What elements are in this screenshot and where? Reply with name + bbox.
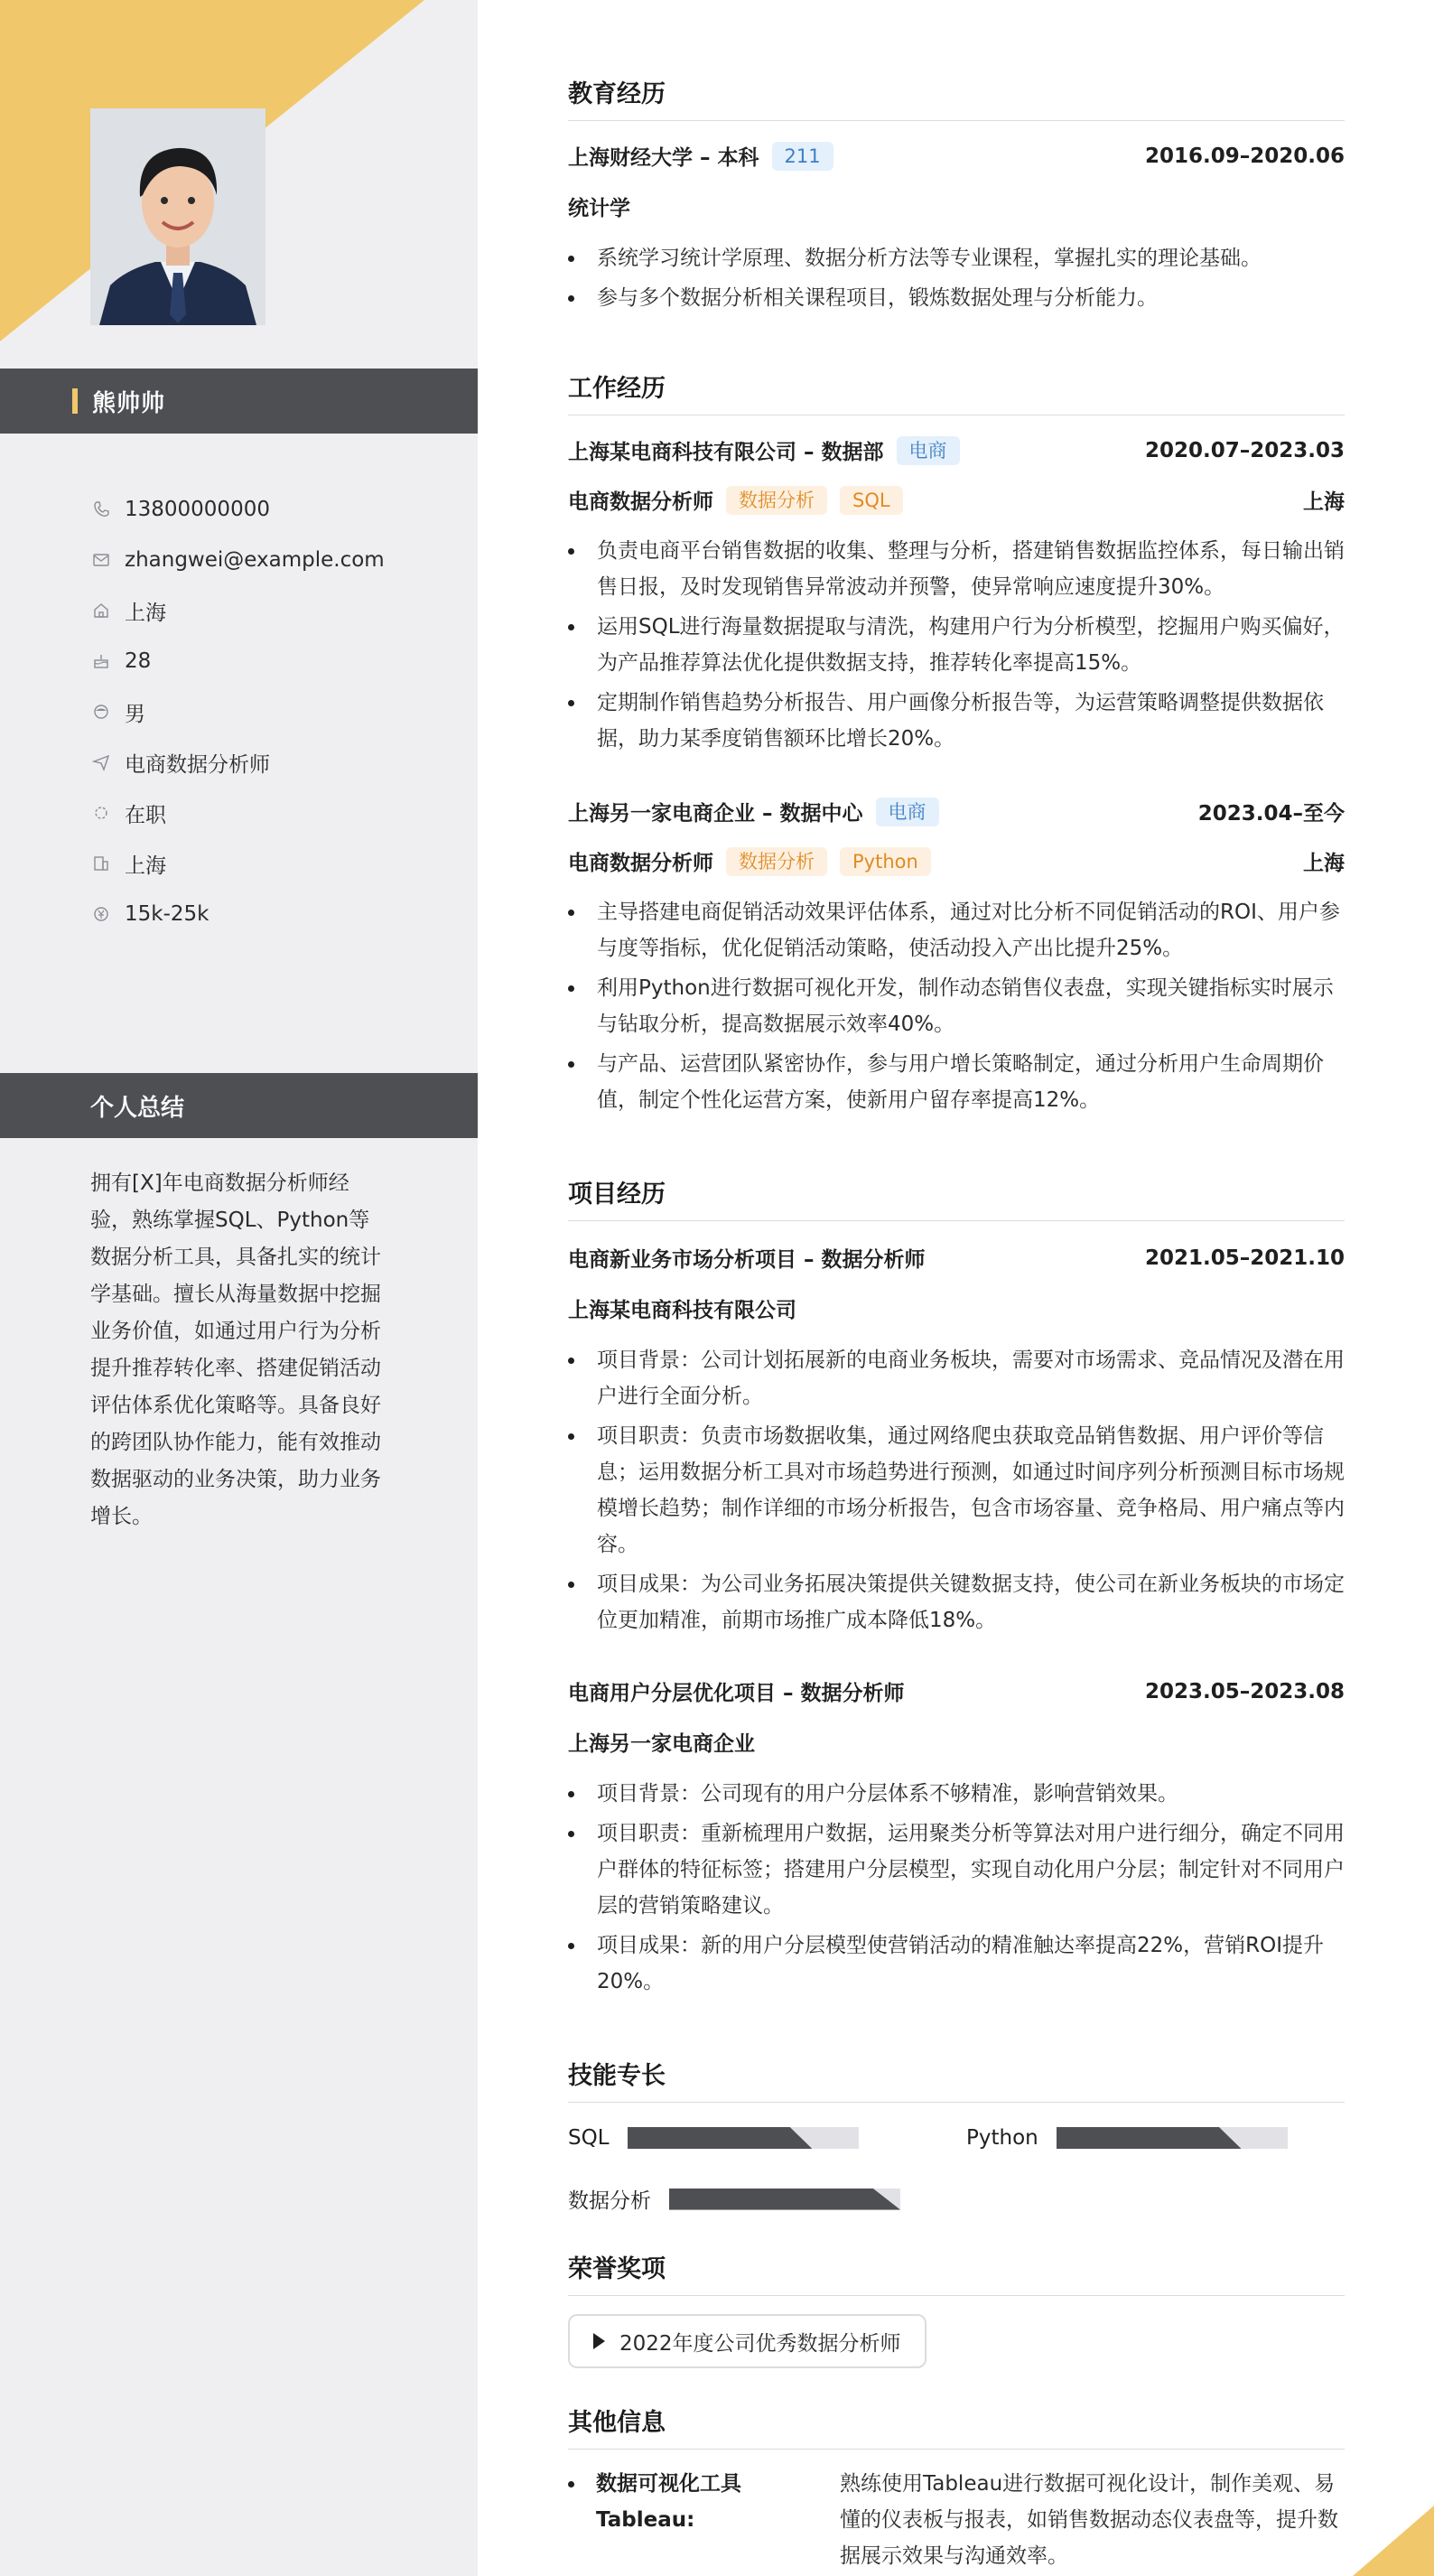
info-text: 男	[125, 702, 145, 726]
skill-bar	[628, 2127, 859, 2149]
list-item: 负责电商平台销售数据的收集、整理与分析，搭建销售数据监控体系，每日输出销售日报，及时发现销售异常波动并预警，使异常响应速度提升30%。	[568, 533, 1345, 605]
project-bullets	[568, 1342, 1345, 1642]
phone-icon	[90, 499, 112, 520]
project-name: 电商新业务市场分析项目 – 数据分析师	[568, 1248, 926, 1272]
skill-item	[568, 2184, 900, 2214]
info-salary	[90, 889, 452, 939]
education-bullets	[568, 240, 1345, 320]
skill-tag: 数据分析	[726, 486, 827, 515]
info-text: 13800000000	[125, 498, 270, 521]
section-title: 项目经历	[568, 1174, 1345, 1221]
company-tag: 电商	[897, 436, 960, 465]
project-header	[568, 1676, 1345, 1706]
summary-header	[0, 1073, 478, 1138]
work-section	[568, 369, 1345, 415]
salary-icon	[90, 903, 112, 925]
summary-text: 拥有[X]年电商数据分析师经验，熟练掌握SQL、Python等数据分析工具，具备扎实的统计学基础。擅长从海量数据中挖掘业务价值，如通过用户行为分析提升推荐转化率、搭建促销活动评估体系优化策略等。具备良好的跨团队协作能力，能有效推动数据驱动的业务决策，助力业务增长。	[90, 1171, 381, 1528]
info-text: 上海	[125, 854, 166, 878]
company-name: 上海某电商科技有限公司 – 数据部	[568, 441, 884, 464]
project-bullets	[568, 1776, 1345, 2003]
skill-name: SQL	[568, 2126, 610, 2150]
skills-section	[568, 2056, 1345, 2103]
skill-tag: 数据分析	[726, 847, 827, 876]
mail-icon	[90, 549, 112, 571]
info-age	[90, 636, 452, 686]
building-icon	[90, 853, 112, 874]
profile-name: 熊帅帅	[92, 389, 166, 417]
job-header	[568, 797, 1345, 826]
accent-mark	[72, 388, 78, 414]
info-status	[90, 788, 452, 838]
list-item: 利用Python进行数据可视化开发，制作动态销售仪表盘，实现关键指标实时展示与钻取分析，提高数据展示效率40%。	[568, 970, 1345, 1042]
other-item	[568, 2466, 1345, 2574]
info-location	[90, 585, 452, 636]
skill-item	[568, 2126, 859, 2150]
section-title: 其他信息	[568, 2403, 1345, 2450]
job-city: 上海	[1303, 490, 1345, 514]
list-item: 系统学习统计学原理、数据分析方法等专业课程，掌握扎实的理论基础。	[568, 240, 1345, 276]
project-date: 2021.05–2021.10	[1144, 1246, 1345, 1270]
skill-name: 数据分析	[568, 2189, 651, 2213]
job-city: 上海	[1303, 852, 1345, 875]
award-text: 2022年度公司优秀数据分析师	[619, 2331, 901, 2356]
list-item: 项目成果：新的用户分层模型使营销活动的精准触达率提高22%，营销ROI提升20%。	[568, 1927, 1345, 2000]
info-phone	[90, 484, 452, 535]
info-text: zhangwei@example.com	[125, 548, 385, 572]
company-name: 上海另一家电商企业 – 数据中心	[568, 802, 863, 826]
list-item: 定期制作销售趋势分析报告、用户画像分析报告等，为运营策略调整提供数据依据，助力某季度销售额环比增长20%。	[568, 685, 1345, 757]
school-tag: 211	[772, 142, 833, 171]
company-tag: 电商	[876, 798, 939, 826]
skill-tag: Python	[840, 847, 931, 876]
other-section	[568, 2403, 1345, 2450]
status-icon	[90, 802, 112, 824]
skill-tag: SQL	[840, 486, 903, 515]
skill-bar-fill	[1057, 2127, 1242, 2149]
sidebar	[0, 0, 478, 2576]
project-name: 电商用户分层优化项目 – 数据分析师	[568, 1682, 905, 1705]
gender-icon	[90, 701, 112, 723]
project-org-row	[568, 1293, 1345, 1323]
list-item: 运用SQL进行海量数据提取与清洗，构建用户行为分析模型，挖掘用户购买偏好，为产品推荐算法优化提供数据支持，推荐转化率提高15%。	[568, 609, 1345, 681]
education-header	[568, 141, 1345, 171]
projects-section	[568, 1174, 1345, 1221]
list-item: 项目职责：重新梳理用户数据，运用聚类分析等算法对用户进行细分，确定不同用户群体的特征标签；搭建用户分层模型，实现自动化用户分层；制定针对不同用户层的营销策略建议。	[568, 1815, 1345, 1924]
major: 统计学	[568, 197, 630, 220]
info-city	[90, 838, 452, 889]
bullet-dot	[568, 2481, 574, 2487]
other-value: 熟练使用Tableau进行数据可视化设计，制作美观、易懂的仪表板与报表，如销售数据动态仪表盘等，提升数据展示效果与沟通效率。	[840, 2472, 1338, 2568]
project-org-row	[568, 1727, 1345, 1757]
job-role: 电商数据分析师	[568, 490, 713, 514]
summary-title: 个人总结	[90, 1094, 185, 1122]
list-item: 项目背景：公司现有的用户分层体系不够精准，影响营销效果。	[568, 1776, 1345, 1812]
list-item: 与产品、运营团队紧密协作，参与用户增长策略制定，通过分析用户生命周期价值，制定个性化运营方案，使新用户留存率提高12%。	[568, 1046, 1345, 1118]
skill-bar	[1057, 2127, 1288, 2149]
job-date: 2020.07–2023.03	[1144, 438, 1345, 462]
info-text: 电商数据分析师	[125, 752, 270, 777]
award-item[interactable]	[568, 2314, 927, 2368]
play-icon	[593, 2333, 605, 2349]
skill-item	[966, 2126, 1288, 2150]
job-role: 电商数据分析师	[568, 852, 713, 875]
cake-icon	[90, 650, 112, 672]
name-bar	[0, 369, 478, 434]
list-item: 项目职责：负责市场数据收集，通过网络爬虫获取竞品销售数据、用户评价等信息；运用数据分析工具对市场趋势进行预测，如通过时间序列分析预测目标市场规模增长趋势；制作详细的市场分析报告，包含市场容量、竞争格局、用户痛点等内容。	[568, 1418, 1345, 1563]
skill-bar-fill	[628, 2127, 813, 2149]
school-name: 上海财经大学 – 本科	[568, 146, 759, 170]
home-icon	[90, 600, 112, 621]
project-date: 2023.05–2023.08	[1144, 1679, 1345, 1703]
education-section	[568, 74, 1345, 121]
project-org: 上海另一家电商企业	[568, 1732, 755, 1756]
section-title: 教育经历	[568, 74, 1345, 121]
skill-name: Python	[966, 2126, 1038, 2150]
info-text: 15k-25k	[125, 902, 210, 926]
project-header	[568, 1243, 1345, 1273]
info-position	[90, 737, 452, 788]
section-title: 技能专长	[568, 2056, 1345, 2103]
list-item: 项目成果：为公司业务拓展决策提供关键数据支持，使公司在新业务板块的市场定位更加精准，前期市场推广成本降低18%。	[568, 1566, 1345, 1638]
awards-section	[568, 2249, 1345, 2296]
job-bullets	[568, 533, 1345, 761]
list-item: 主导搭建电商促销活动效果评估体系，通过对比分析不同促销活动的ROI、用户参与度等指标，优化促销活动策略，使活动投入产出比提升25%。	[568, 894, 1345, 966]
list-item: 项目背景：公司计划拓展新的电商业务板块，需要对市场需求、竞品情况及潜在用户进行全面分析。	[568, 1342, 1345, 1414]
info-gender	[90, 686, 452, 737]
skill-bar	[669, 2189, 900, 2210]
project-org: 上海某电商科技有限公司	[568, 1299, 796, 1322]
job-role-row	[568, 485, 1345, 515]
section-title: 荣誉奖项	[568, 2249, 1345, 2296]
contact-info-list	[90, 484, 452, 939]
info-text: 28	[125, 649, 152, 673]
avatar	[90, 108, 265, 325]
other-key: 数据可视化工具Tableau:	[596, 2472, 741, 2532]
list-item: 参与多个数据分析相关课程项目，锻炼数据处理与分析能力。	[568, 280, 1345, 316]
education-major-row	[568, 191, 1345, 221]
info-text: 在职	[125, 803, 166, 827]
send-icon	[90, 751, 112, 773]
info-text: 上海	[125, 601, 166, 625]
job-header	[568, 435, 1345, 465]
decorative-corner-bottom	[1353, 2506, 1434, 2576]
job-role-row	[568, 846, 1345, 876]
education-date: 2016.09–2020.06	[1144, 144, 1345, 168]
job-date: 2023.04–至今	[1197, 802, 1345, 826]
skill-bar-fill	[669, 2189, 900, 2210]
section-title: 工作经历	[568, 369, 1345, 415]
job-bullets	[568, 894, 1345, 1122]
info-email	[90, 535, 452, 585]
